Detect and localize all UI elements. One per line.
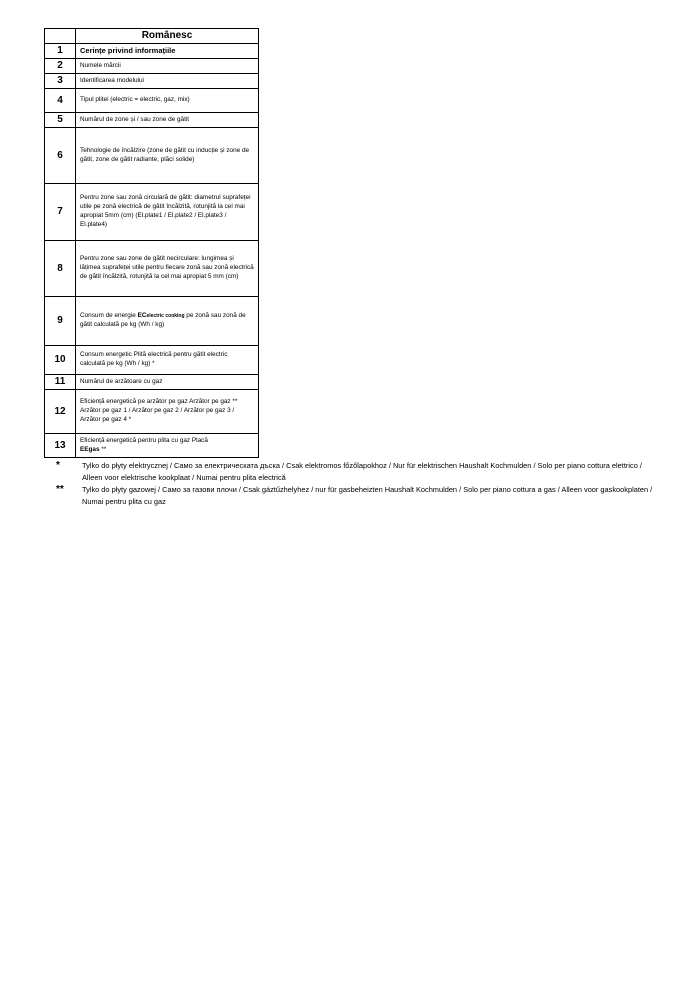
row-number: 13 (45, 434, 76, 458)
footnote-gas (56, 484, 661, 508)
row-number: 8 (45, 241, 76, 297)
eegas-symbol: EEgas (80, 445, 100, 453)
table-row (45, 241, 259, 297)
row-number: 3 (45, 74, 76, 89)
header-number-cell (45, 29, 76, 44)
ec-subscript: electric cooking (146, 313, 185, 320)
row-text-part: Consum de energie (80, 312, 138, 320)
row-number: 6 (45, 128, 76, 184)
table-row (45, 74, 259, 89)
row-text-part: Eficiență energetică pentru plita cu gaz Placă (80, 436, 208, 444)
footnote-mark: ** (56, 484, 64, 495)
table-row (45, 346, 259, 375)
row-text: Numărul de arzătoare cu gaz (76, 375, 259, 390)
footnote-text: Tylko do płyty gazowej / Само за газови плочи / Csak gáztűzhelyhez / nur für gasbeheizten Haushalt Kochmulden / Solo per piano cottura a gas / Alleen voor gaskookplaten / Numai pentru plita cu gaz (82, 485, 653, 506)
footnote-electric (56, 460, 661, 484)
row-text: Cerințe privind informațiile (76, 44, 259, 59)
footnote-text: Tylko do płyty elektrycznej / Само за електрическата дъска / Csak elektromos főzőlapokhoz / Nur für elektrischen Haushalt Kochmulden / Solo per piano cottura elettrico / Alleen voor elektrische kookplaat / Numai pentru plita electrică (82, 461, 642, 482)
table-header-language: Românesc (76, 29, 259, 44)
table-header-row (45, 29, 259, 44)
row-text: Identificarea modelului (76, 74, 259, 89)
row-text-gas-efficiency (76, 434, 259, 458)
row-number: 4 (45, 89, 76, 113)
table-row (45, 390, 259, 434)
row-text: Consum energetic Plită electrică pentru gătit electric calculată pe kg (Wh / kg) * (76, 346, 259, 375)
row-text: Eficiență energetică pe arzător pe gaz Arzător pe gaz ** Arzător pe gaz 1 / Arzător pe gaz 2 / Arzător pe gaz 3 / Arzător pe gaz 4 * (76, 390, 259, 434)
row-text: Tipul plitei (electric = electric, gaz, mix) (76, 89, 259, 113)
row-text: Pentru zone sau zone de gătit necirculare: lungimea și lățimea suprafeței utile pentru fiecare zonă sau zonă electrică de gătit încălzită, rotunjită la cel mai apropiat 5 mm (cm) (76, 241, 259, 297)
footnote-mark: * (56, 460, 60, 471)
row-number: 5 (45, 113, 76, 128)
row-text: Tehnologie de încălzire (zone de gătit cu inducție și zone de gătit, zone de gătit radiante, plăci solide) (76, 128, 259, 184)
table-row (45, 375, 259, 390)
table-row (45, 44, 259, 59)
row-text-energy-consumption (76, 297, 259, 346)
row-number: 9 (45, 297, 76, 346)
row-number: 11 (45, 375, 76, 390)
row-text: Numărul de zone și / sau zone de gătit (76, 113, 259, 128)
table-row (45, 89, 259, 113)
table-row (45, 434, 259, 458)
table-row (45, 184, 259, 241)
ec-symbol: EC (137, 312, 147, 320)
row-text-part: ** (99, 445, 107, 453)
row-number: 1 (45, 44, 76, 59)
row-number: 10 (45, 346, 76, 375)
row-text-part: pe zonă sau zonă de gătit calculată pe kg (Wh / kg) (80, 312, 246, 328)
row-text: Pentru zone sau zonă circulară de gătit: diametrul suprafeței utile pe zonă electrică de gătit încălzită, rotunjită la cel mai apropiat 5mm (cm) (El.plate1 / El.plate2 / El.plate3 / El.plate4) (76, 184, 259, 241)
table-row (45, 59, 259, 74)
row-number: 12 (45, 390, 76, 434)
requirements-table (44, 28, 259, 458)
row-text: Numele mărcii (76, 59, 259, 74)
row-number: 7 (45, 184, 76, 241)
footnotes (56, 460, 661, 508)
table-row (45, 128, 259, 184)
row-number: 2 (45, 59, 76, 74)
table-row (45, 297, 259, 346)
table-row (45, 113, 259, 128)
